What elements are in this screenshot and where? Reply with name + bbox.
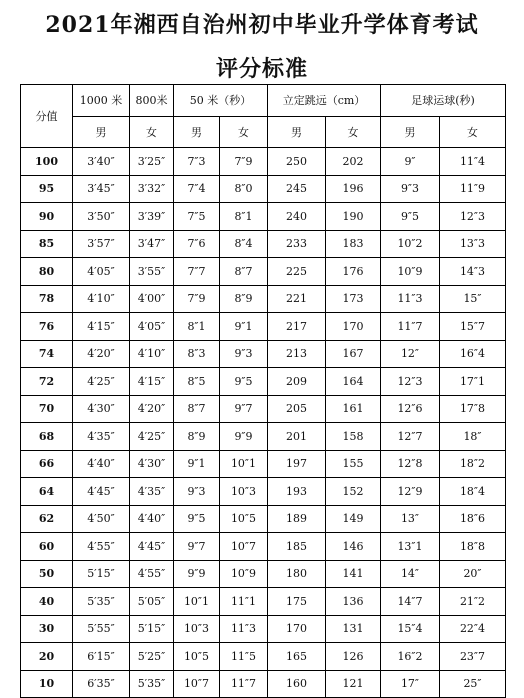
cell-long-jump-female: 126 xyxy=(326,643,381,671)
cell-long-jump-male: 160 xyxy=(268,670,326,698)
score-cell: 100 xyxy=(21,148,73,176)
cell-football-male: 12″7 xyxy=(381,423,440,451)
cell-football-female: 18″8 xyxy=(440,533,506,561)
score-cell: 78 xyxy=(21,285,73,313)
cell-long-jump-male: 189 xyxy=(268,505,326,533)
cell-sprint-50m-female: 8″9 xyxy=(220,285,268,313)
cell-sprint-50m-female: 11″1 xyxy=(220,588,268,616)
cell-run-800m-female: 3′25″ xyxy=(130,148,174,176)
cell-long-jump-male: 233 xyxy=(268,230,326,258)
cell-long-jump-male: 213 xyxy=(268,340,326,368)
cell-football-male: 17″ xyxy=(381,670,440,698)
cell-run-1000m-male: 4′40″ xyxy=(73,450,130,478)
cell-run-1000m-male: 5′55″ xyxy=(73,615,130,643)
cell-run-800m-female: 4′25″ xyxy=(130,423,174,451)
cell-run-800m-female: 4′30″ xyxy=(130,450,174,478)
score-cell: 68 xyxy=(21,423,73,451)
score-cell: 95 xyxy=(21,175,73,203)
table-row xyxy=(21,560,506,588)
score-cell: 40 xyxy=(21,588,73,616)
cell-run-1000m-male: 5′15″ xyxy=(73,560,130,588)
cell-football-female: 17″1 xyxy=(440,368,506,396)
cell-sprint-50m-female: 9″3 xyxy=(220,340,268,368)
cell-run-800m-female: 5′35″ xyxy=(130,670,174,698)
cell-run-800m-female: 3′32″ xyxy=(130,175,174,203)
cell-football-female: 11″4 xyxy=(440,148,506,176)
cell-sprint-50m-female: 11″5 xyxy=(220,643,268,671)
cell-long-jump-female: 170 xyxy=(326,313,381,341)
cell-run-1000m-male: 3′57″ xyxy=(73,230,130,258)
cell-football-male: 15″4 xyxy=(381,615,440,643)
header-gender-female: 女 xyxy=(220,117,268,148)
cell-football-female: 11″9 xyxy=(440,175,506,203)
cell-sprint-50m-male: 10″7 xyxy=(174,670,220,698)
cell-run-1000m-male: 4′25″ xyxy=(73,368,130,396)
cell-run-1000m-male: 4′20″ xyxy=(73,340,130,368)
cell-long-jump-female: 173 xyxy=(326,285,381,313)
cell-run-1000m-male: 4′35″ xyxy=(73,423,130,451)
table-row xyxy=(21,340,506,368)
table-row xyxy=(21,148,506,176)
header-row-genders xyxy=(21,117,506,148)
cell-football-female: 15″7 xyxy=(440,313,506,341)
score-cell: 90 xyxy=(21,203,73,231)
cell-long-jump-female: 158 xyxy=(326,423,381,451)
score-cell: 74 xyxy=(21,340,73,368)
cell-sprint-50m-female: 11″7 xyxy=(220,670,268,698)
table-row xyxy=(21,478,506,506)
score-cell: 30 xyxy=(21,615,73,643)
cell-sprint-50m-male: 8″7 xyxy=(174,395,220,423)
cell-run-1000m-male: 4′15″ xyxy=(73,313,130,341)
cell-long-jump-female: 131 xyxy=(326,615,381,643)
cell-sprint-50m-male: 9″5 xyxy=(174,505,220,533)
cell-football-male: 16″2 xyxy=(381,643,440,671)
cell-football-male: 11″3 xyxy=(381,285,440,313)
cell-sprint-50m-male: 9″3 xyxy=(174,478,220,506)
cell-long-jump-female: 196 xyxy=(326,175,381,203)
cell-long-jump-female: 141 xyxy=(326,560,381,588)
cell-football-male: 13″ xyxy=(381,505,440,533)
cell-run-800m-female: 4′35″ xyxy=(130,478,174,506)
cell-sprint-50m-male: 8″1 xyxy=(174,313,220,341)
table-row xyxy=(21,230,506,258)
cell-football-male: 9″ xyxy=(381,148,440,176)
cell-long-jump-female: 190 xyxy=(326,203,381,231)
cell-football-female: 17″8 xyxy=(440,395,506,423)
cell-sprint-50m-male: 8″5 xyxy=(174,368,220,396)
score-cell: 72 xyxy=(21,368,73,396)
header-gender-female: 女 xyxy=(130,117,174,148)
cell-long-jump-female: 202 xyxy=(326,148,381,176)
cell-run-800m-female: 4′10″ xyxy=(130,340,174,368)
table-row xyxy=(21,175,506,203)
cell-run-1000m-male: 6′35″ xyxy=(73,670,130,698)
score-cell: 64 xyxy=(21,478,73,506)
cell-football-male: 14″ xyxy=(381,560,440,588)
table-row xyxy=(21,395,506,423)
cell-sprint-50m-female: 10″1 xyxy=(220,450,268,478)
cell-sprint-50m-male: 7″4 xyxy=(174,175,220,203)
cell-sprint-50m-female: 8″1 xyxy=(220,203,268,231)
cell-football-female: 25″ xyxy=(440,670,506,698)
cell-football-female: 18″6 xyxy=(440,505,506,533)
header-gender-male: 男 xyxy=(381,117,440,148)
cell-sprint-50m-female: 9″1 xyxy=(220,313,268,341)
cell-long-jump-male: 201 xyxy=(268,423,326,451)
cell-long-jump-male: 209 xyxy=(268,368,326,396)
score-cell: 62 xyxy=(21,505,73,533)
cell-football-male: 12″3 xyxy=(381,368,440,396)
cell-sprint-50m-female: 8″0 xyxy=(220,175,268,203)
cell-long-jump-male: 180 xyxy=(268,560,326,588)
cell-long-jump-male: 205 xyxy=(268,395,326,423)
table-row xyxy=(21,258,506,286)
scoring-table xyxy=(20,84,506,698)
cell-long-jump-female: 121 xyxy=(326,670,381,698)
cell-sprint-50m-male: 7″6 xyxy=(174,230,220,258)
table-row xyxy=(21,450,506,478)
table-row xyxy=(21,533,506,561)
cell-run-1000m-male: 3′50″ xyxy=(73,203,130,231)
cell-sprint-50m-male: 10″3 xyxy=(174,615,220,643)
cell-football-female: 20″ xyxy=(440,560,506,588)
header-run-1000m: 1000 米 xyxy=(73,85,130,117)
table-row xyxy=(21,505,506,533)
cell-long-jump-female: 149 xyxy=(326,505,381,533)
cell-run-800m-female: 4′45″ xyxy=(130,533,174,561)
cell-football-male: 12″ xyxy=(381,340,440,368)
cell-run-1000m-male: 4′55″ xyxy=(73,533,130,561)
cell-football-male: 12″6 xyxy=(381,395,440,423)
cell-run-800m-female: 4′05″ xyxy=(130,313,174,341)
cell-football-female: 23″7 xyxy=(440,643,506,671)
cell-football-female: 15″ xyxy=(440,285,506,313)
cell-football-male: 9″5 xyxy=(381,203,440,231)
cell-long-jump-female: 152 xyxy=(326,478,381,506)
cell-sprint-50m-male: 10″1 xyxy=(174,588,220,616)
cell-run-800m-female: 4′20″ xyxy=(130,395,174,423)
cell-run-800m-female: 5′15″ xyxy=(130,615,174,643)
cell-football-female: 22″4 xyxy=(440,615,506,643)
cell-sprint-50m-female: 8″7 xyxy=(220,258,268,286)
cell-run-1000m-male: 4′05″ xyxy=(73,258,130,286)
cell-sprint-50m-female: 10″5 xyxy=(220,505,268,533)
cell-run-800m-female: 4′15″ xyxy=(130,368,174,396)
header-run-800m: 800米 xyxy=(130,85,174,117)
cell-long-jump-male: 185 xyxy=(268,533,326,561)
cell-football-male: 14″7 xyxy=(381,588,440,616)
cell-sprint-50m-male: 9″1 xyxy=(174,450,220,478)
table-row xyxy=(21,285,506,313)
cell-long-jump-male: 175 xyxy=(268,588,326,616)
cell-run-1000m-male: 3′40″ xyxy=(73,148,130,176)
score-cell: 85 xyxy=(21,230,73,258)
cell-run-800m-female: 3′47″ xyxy=(130,230,174,258)
cell-long-jump-female: 176 xyxy=(326,258,381,286)
score-cell: 76 xyxy=(21,313,73,341)
table-row xyxy=(21,313,506,341)
cell-sprint-50m-female: 7″9 xyxy=(220,148,268,176)
cell-football-female: 18″2 xyxy=(440,450,506,478)
cell-football-male: 11″7 xyxy=(381,313,440,341)
cell-run-1000m-male: 4′50″ xyxy=(73,505,130,533)
cell-long-jump-female: 167 xyxy=(326,340,381,368)
cell-football-male: 9″3 xyxy=(381,175,440,203)
cell-long-jump-female: 146 xyxy=(326,533,381,561)
cell-football-male: 13″1 xyxy=(381,533,440,561)
cell-long-jump-female: 161 xyxy=(326,395,381,423)
table-row xyxy=(21,615,506,643)
cell-football-male: 10″9 xyxy=(381,258,440,286)
cell-football-female: 18″ xyxy=(440,423,506,451)
cell-sprint-50m-male: 9″9 xyxy=(174,560,220,588)
cell-sprint-50m-female: 10″7 xyxy=(220,533,268,561)
cell-run-1000m-male: 3′45″ xyxy=(73,175,130,203)
cell-sprint-50m-male: 7″7 xyxy=(174,258,220,286)
cell-football-male: 10″2 xyxy=(381,230,440,258)
cell-football-female: 14″3 xyxy=(440,258,506,286)
cell-sprint-50m-female: 8″4 xyxy=(220,230,268,258)
table-row xyxy=(21,368,506,396)
cell-long-jump-female: 136 xyxy=(326,588,381,616)
score-cell: 66 xyxy=(21,450,73,478)
cell-long-jump-female: 164 xyxy=(326,368,381,396)
header-gender-male: 男 xyxy=(73,117,130,148)
cell-sprint-50m-female: 10″9 xyxy=(220,560,268,588)
cell-run-1000m-male: 4′30″ xyxy=(73,395,130,423)
cell-sprint-50m-female: 11″3 xyxy=(220,615,268,643)
cell-long-jump-female: 183 xyxy=(326,230,381,258)
cell-football-female: 18″4 xyxy=(440,478,506,506)
score-cell: 10 xyxy=(21,670,73,698)
cell-sprint-50m-male: 9″7 xyxy=(174,533,220,561)
cell-run-800m-female: 4′55″ xyxy=(130,560,174,588)
cell-sprint-50m-female: 9″7 xyxy=(220,395,268,423)
score-cell: 20 xyxy=(21,643,73,671)
cell-run-800m-female: 4′40″ xyxy=(130,505,174,533)
header-gender-male: 男 xyxy=(268,117,326,148)
cell-sprint-50m-male: 7″3 xyxy=(174,148,220,176)
cell-run-800m-female: 4′00″ xyxy=(130,285,174,313)
table-row xyxy=(21,203,506,231)
table-row xyxy=(21,588,506,616)
cell-sprint-50m-female: 10″3 xyxy=(220,478,268,506)
cell-run-800m-female: 5′25″ xyxy=(130,643,174,671)
cell-football-female: 12″3 xyxy=(440,203,506,231)
cell-football-male: 12″9 xyxy=(381,478,440,506)
cell-long-jump-male: 245 xyxy=(268,175,326,203)
cell-long-jump-male: 250 xyxy=(268,148,326,176)
score-cell: 80 xyxy=(21,258,73,286)
cell-run-800m-female: 5′05″ xyxy=(130,588,174,616)
cell-football-female: 13″3 xyxy=(440,230,506,258)
header-gender-female: 女 xyxy=(326,117,381,148)
cell-sprint-50m-male: 8″9 xyxy=(174,423,220,451)
cell-long-jump-male: 170 xyxy=(268,615,326,643)
page-subtitle: 评分标准 xyxy=(215,56,308,82)
header-sprint-50m: 50 米（秒） xyxy=(174,85,268,117)
cell-long-jump-male: 217 xyxy=(268,313,326,341)
cell-long-jump-male: 165 xyxy=(268,643,326,671)
cell-run-800m-female: 3′39″ xyxy=(130,203,174,231)
cell-run-1000m-male: 6′15″ xyxy=(73,643,130,671)
cell-football-female: 16″4 xyxy=(440,340,506,368)
cell-run-800m-female: 3′55″ xyxy=(130,258,174,286)
cell-sprint-50m-male: 8″3 xyxy=(174,340,220,368)
table-row xyxy=(21,670,506,698)
score-cell: 50 xyxy=(21,560,73,588)
cell-football-female: 21″2 xyxy=(440,588,506,616)
header-football-dribble: 足球运球(秒) xyxy=(381,85,506,117)
header-row-events xyxy=(21,85,506,117)
cell-run-1000m-male: 5′35″ xyxy=(73,588,130,616)
cell-sprint-50m-male: 7″5 xyxy=(174,203,220,231)
table-row xyxy=(21,423,506,451)
cell-sprint-50m-female: 9″9 xyxy=(220,423,268,451)
header-score: 分值 xyxy=(21,85,73,148)
cell-sprint-50m-female: 9″5 xyxy=(220,368,268,396)
score-cell: 60 xyxy=(21,533,73,561)
header-long-jump: 立定跳远（cm） xyxy=(268,85,381,117)
cell-long-jump-male: 225 xyxy=(268,258,326,286)
cell-football-male: 12″8 xyxy=(381,450,440,478)
header-gender-male: 男 xyxy=(174,117,220,148)
table-row xyxy=(21,643,506,671)
cell-long-jump-male: 221 xyxy=(268,285,326,313)
cell-run-1000m-male: 4′10″ xyxy=(73,285,130,313)
page-title: 2021年湘西自治州初中毕业升学体育考试 xyxy=(45,12,479,38)
score-cell: 70 xyxy=(21,395,73,423)
cell-long-jump-male: 197 xyxy=(268,450,326,478)
cell-long-jump-male: 193 xyxy=(268,478,326,506)
header-gender-female: 女 xyxy=(440,117,506,148)
cell-run-1000m-male: 4′45″ xyxy=(73,478,130,506)
cell-long-jump-female: 155 xyxy=(326,450,381,478)
cell-long-jump-male: 240 xyxy=(268,203,326,231)
cell-sprint-50m-male: 7″9 xyxy=(174,285,220,313)
cell-sprint-50m-male: 10″5 xyxy=(174,643,220,671)
